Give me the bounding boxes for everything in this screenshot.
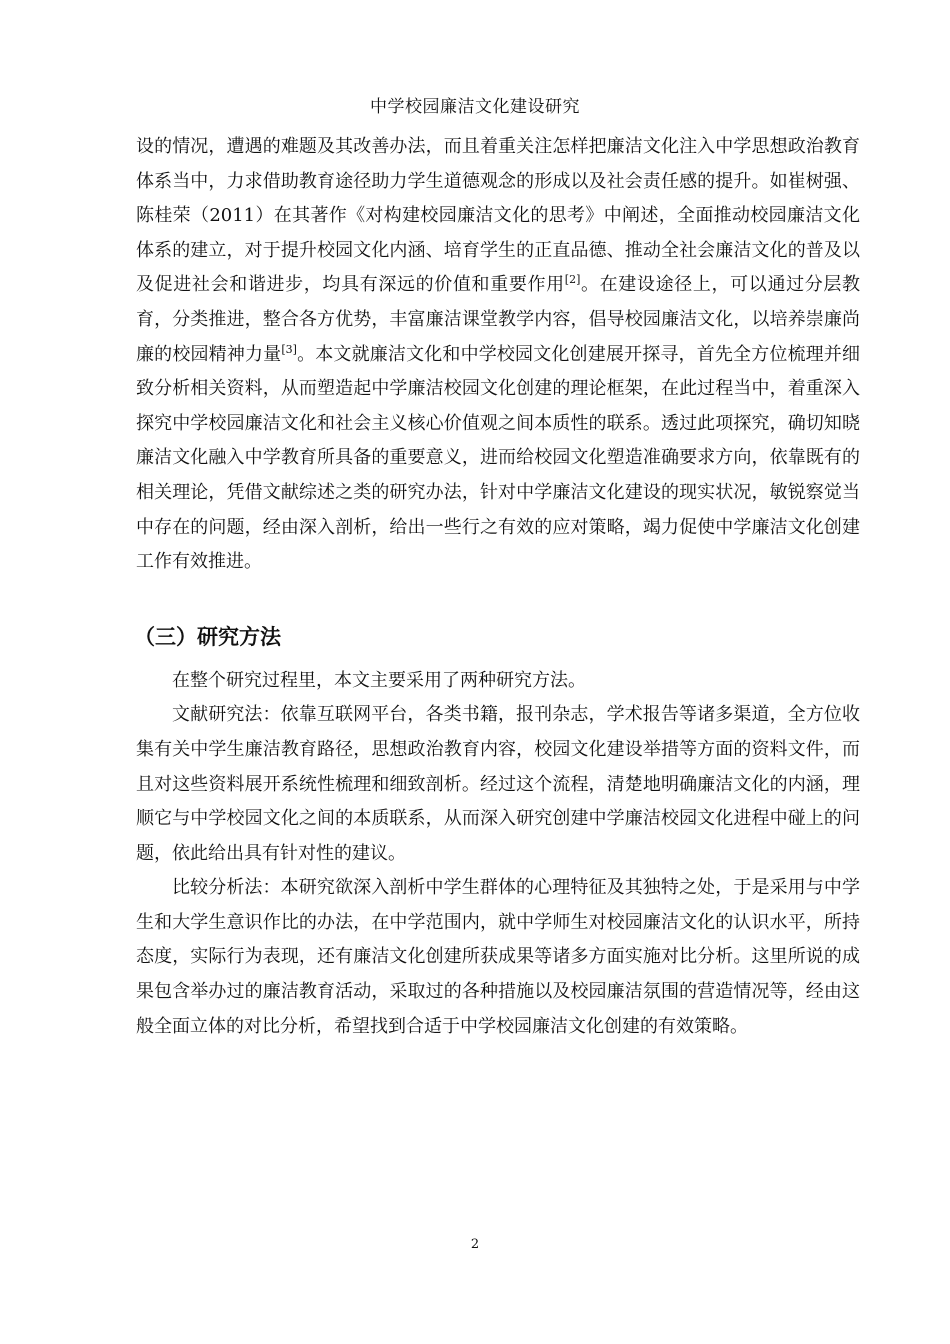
document-body — [136, 130, 860, 1044]
body-paragraph-intro: 在整个研究过程里，本文主要采用了两种研究方法。 — [172, 669, 586, 691]
paragraph-text: 。在建设途径上，可以通过分层教育，分类推进，整合各方优势，丰富廉洁课堂教学内容，倡导校园廉洁文化，以培养崇廉尚廉的校园精神力量 — [136, 274, 861, 365]
body-paragraph-continued — [136, 130, 860, 580]
paragraph-text: 。本文就廉洁文化和中学校园文化创建展开探寻，首先全方位梳理并细致分析相关资料，从而塑造起中学廉洁校园文化创建的理论框架，在此过程当中，着重深入探究中学校园廉洁文化和社会主义核心价值观之间本质性的联系。透过此项探究，确切知晓廉洁文化融入中学教育所具备的重要意义，进而给校园文化塑造准确要求方向，依靠既有的相关理论，凭借文献综述之类的研究办法，针对中学廉洁文化建设的现实状况，敏锐察觉当中存在的问题，经由深入剖析，给出一些行之有效的应对策略，竭力促使中学廉洁文化创建工作有效推进。 — [136, 343, 861, 573]
body-paragraph-literature-method: 文献研究法：依靠互联网平台，各类书籍，报刊杂志，学术报告等诸多渠道，全方位收集有关中学生廉洁教育路径，思想政治教育内容，校园文化建设举措等方面的资料文件，而且对这些资料展开系统性梳理和细致剖析。经过这个流程，清楚地明确廉洁文化的内涵，理顺它与中学校园文化之间的本质联系，从而深入研究创建中学廉洁校园文化进程中碰上的问题，依此给出具有针对性的建议。 — [136, 704, 860, 864]
citation-ref: [3] — [281, 342, 297, 356]
body-paragraph-comparative-method: 比较分析法：本研究欲深入剖析中学生群体的心理特征及其独特之处，于是采用与中学生和大学生意识作比的办法，在中学范围内，就中学师生对校园廉洁文化的认识水平，所持态度，实际行为表现，还有廉洁文化创建所获成果等诸多方面实施对比分析。这里所说的成果包含举办过的廉洁教育活动，采取过的各种措施以及校园廉洁氛围的营造情况等，经由这般全面立体的对比分析，希望找到合适于中学校园廉洁文化创建的有效策略。 — [136, 877, 860, 1037]
section-heading: （三）研究方法 — [134, 624, 281, 649]
running-header-title: 中学校园廉洁文化建设研究 — [370, 97, 580, 117]
paragraph-text: 设的情况，遭遇的难题及其改善办法，而且着重关注怎样把廉洁文化注入中学思想政治教育体系当中，力求借助教育途径助力学生道德观念的形成以及社会责任感的提升。如崔树强、 陈桂荣（2011）在其著作《对构建校园廉洁文化的思考》中阐述，全面推动校园廉洁文化体系的建立，对于提升校园文化内涵、培育学生的正直品德、推动全社会廉洁文化的普及以及促进社会和谐进步，均具有深远的价值和重要作用 — [136, 136, 860, 296]
citation-ref: [2] — [564, 273, 581, 287]
page-number: 2 — [470, 1237, 480, 1252]
